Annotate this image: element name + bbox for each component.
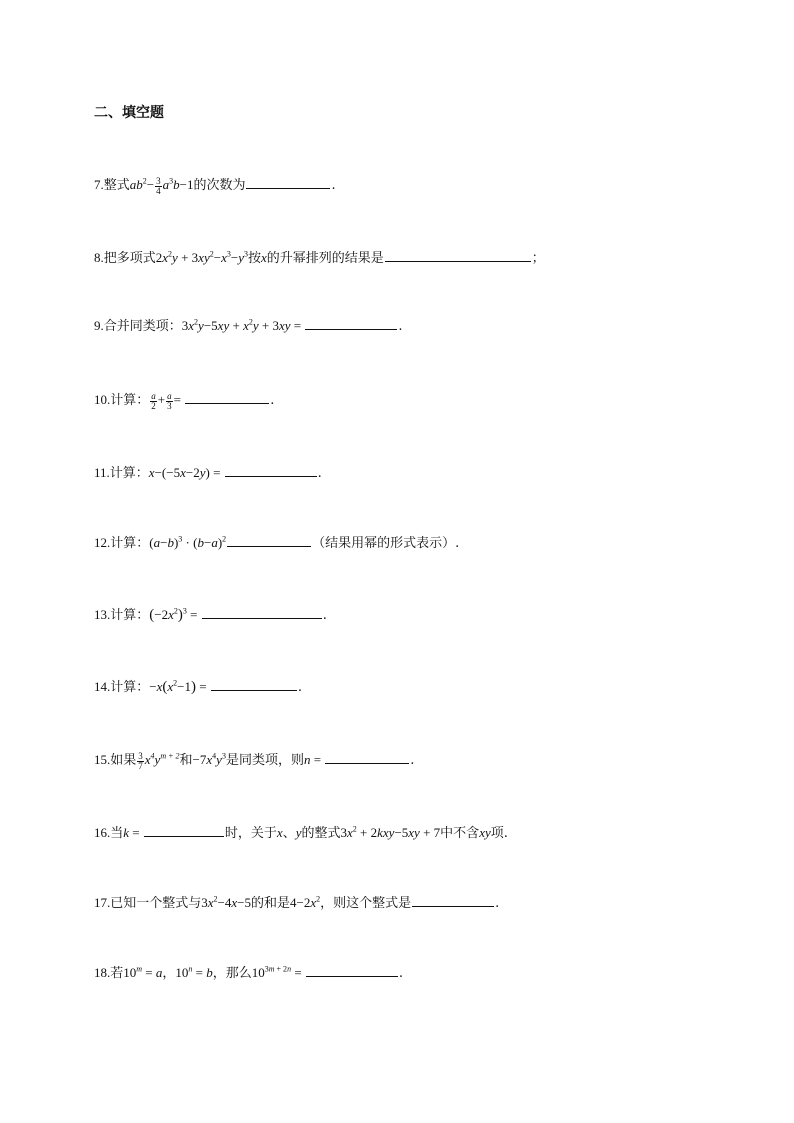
question-13 — [94, 606, 327, 625]
question-text: 计算： — [110, 608, 150, 623]
question-end: . — [495, 896, 500, 911]
math-variable: y — [295, 825, 302, 840]
math-expression: $(a-b)^3 \cdot (b-a)^2$ — [149, 534, 227, 550]
answer-blank[interactable] — [305, 317, 397, 330]
question-text: 的整式 — [301, 826, 341, 841]
question-text: （结果用幂的形式表示） — [312, 536, 456, 551]
question-text: 计算： — [109, 466, 149, 481]
question-text: 整式 — [103, 178, 130, 193]
question-text: 按 — [247, 251, 261, 266]
question-number: 11. — [94, 465, 110, 480]
question-number: 13. — [94, 607, 111, 622]
question-16 — [94, 824, 508, 843]
math-expression: xy — [479, 825, 491, 840]
question-7 — [94, 176, 336, 196]
question-9 — [94, 317, 403, 336]
question-number: 17. — [94, 895, 111, 910]
math-expression: $(-2x^2)^3$ = — [149, 606, 201, 623]
question-text: ，那么 — [212, 966, 252, 981]
math-expression: n = — [303, 752, 325, 767]
question-text: 的次数为 — [193, 178, 246, 193]
question-end: . — [503, 826, 508, 841]
question-end: . — [455, 536, 460, 551]
question-text: 把多项式 — [103, 251, 156, 266]
math-variable: x — [260, 250, 267, 265]
question-end: ； — [531, 251, 545, 266]
question-text: 计算： — [110, 536, 150, 551]
math-expression: $ab^2-$ $\frac{3}{4}$ $a^3b-1$ — [129, 175, 194, 196]
math-expression: $-x(x^2-1)$ = — [149, 678, 210, 695]
question-text: 若 — [110, 966, 124, 981]
answer-blank[interactable] — [306, 964, 398, 977]
question-end: . — [317, 466, 322, 481]
question-15 — [94, 751, 414, 771]
question-number: 10. — [94, 392, 111, 407]
question-text: ，则这个整式是 — [320, 896, 412, 911]
question-text: 已知一个整式与 — [110, 896, 202, 911]
question-12 — [94, 534, 459, 553]
question-17 — [94, 894, 499, 913]
question-text: 和 — [179, 753, 193, 768]
math-expression: $4-2x^2$ — [290, 894, 321, 910]
question-text: 如果 — [110, 753, 137, 768]
math-variable: x — [276, 825, 283, 840]
question-text: ， — [162, 966, 176, 981]
math-expression: k = — [123, 825, 143, 840]
math-expression: $\frac{a}{2}$ + $\frac{a}{3}$ = — [151, 390, 185, 411]
math-expression: $10^{3m + 2n}$ = — [251, 964, 305, 980]
question-text: 计算： — [110, 680, 150, 695]
question-end: . — [410, 753, 415, 768]
math-expression: $3x^2y-5xy + x^2y + 3xy$ = — [181, 317, 305, 333]
answer-blank[interactable] — [185, 391, 269, 404]
question-10 — [94, 391, 274, 411]
question-end: . — [322, 608, 327, 623]
math-expression: $10^m = a$ — [123, 964, 163, 980]
answer-blank[interactable] — [325, 751, 409, 764]
math-expression: x−(−5x−2y) = — [148, 465, 224, 480]
question-text: 计算： — [110, 393, 150, 408]
answer-blank[interactable] — [225, 464, 317, 477]
answer-blank[interactable] — [211, 678, 297, 691]
question-end: . — [398, 966, 404, 981]
answer-blank[interactable] — [246, 176, 330, 189]
question-end: . — [331, 178, 336, 193]
question-11 — [94, 464, 322, 483]
answer-blank[interactable] — [227, 534, 311, 547]
math-expression: $3x^2 + 2kxy-5xy + 7$ — [340, 824, 441, 840]
question-number: 15. — [94, 752, 111, 767]
question-number: 16. — [94, 825, 111, 840]
answer-blank[interactable] — [202, 606, 322, 619]
answer-blank[interactable] — [144, 824, 224, 837]
question-18 — [94, 964, 403, 983]
question-8 — [94, 249, 545, 268]
section-title: 二、填空题 — [94, 105, 164, 121]
question-number: 9. — [94, 318, 104, 333]
math-expression: $10^n = b$ — [175, 964, 213, 980]
question-14 — [94, 678, 302, 697]
question-number: 18. — [94, 965, 111, 980]
math-expression: $3x^2-4x-5$ — [201, 894, 252, 910]
question-text: 的和是 — [251, 896, 291, 911]
question-text: 合并同类项： — [103, 319, 182, 334]
question-text: 是同类项，则 — [225, 753, 304, 768]
math-expression: $-7x^4y^3$ — [192, 751, 226, 767]
question-text: 中不含 — [440, 826, 480, 841]
answer-blank[interactable] — [412, 894, 494, 907]
question-number: 14. — [94, 679, 111, 694]
question-text: 项 — [490, 826, 504, 841]
math-expression: $2x^2y + 3xy^2-x^3-y^3$ — [155, 249, 248, 265]
question-text: 当 — [110, 826, 124, 841]
question-text: 、 — [282, 826, 296, 841]
question-text: 的升幂排列的结果是 — [266, 251, 384, 266]
math-expression: $\frac{3}{7}$ $x^4y^{m + 2}$ — [138, 750, 180, 771]
question-end: . — [398, 319, 403, 334]
question-number: 8. — [94, 250, 104, 265]
question-end: . — [270, 393, 275, 408]
question-end: . — [297, 680, 302, 695]
question-number: 7. — [94, 177, 104, 192]
question-text: 时，关于 — [224, 826, 277, 841]
question-number: 12. — [94, 535, 111, 550]
answer-blank[interactable] — [385, 249, 531, 262]
